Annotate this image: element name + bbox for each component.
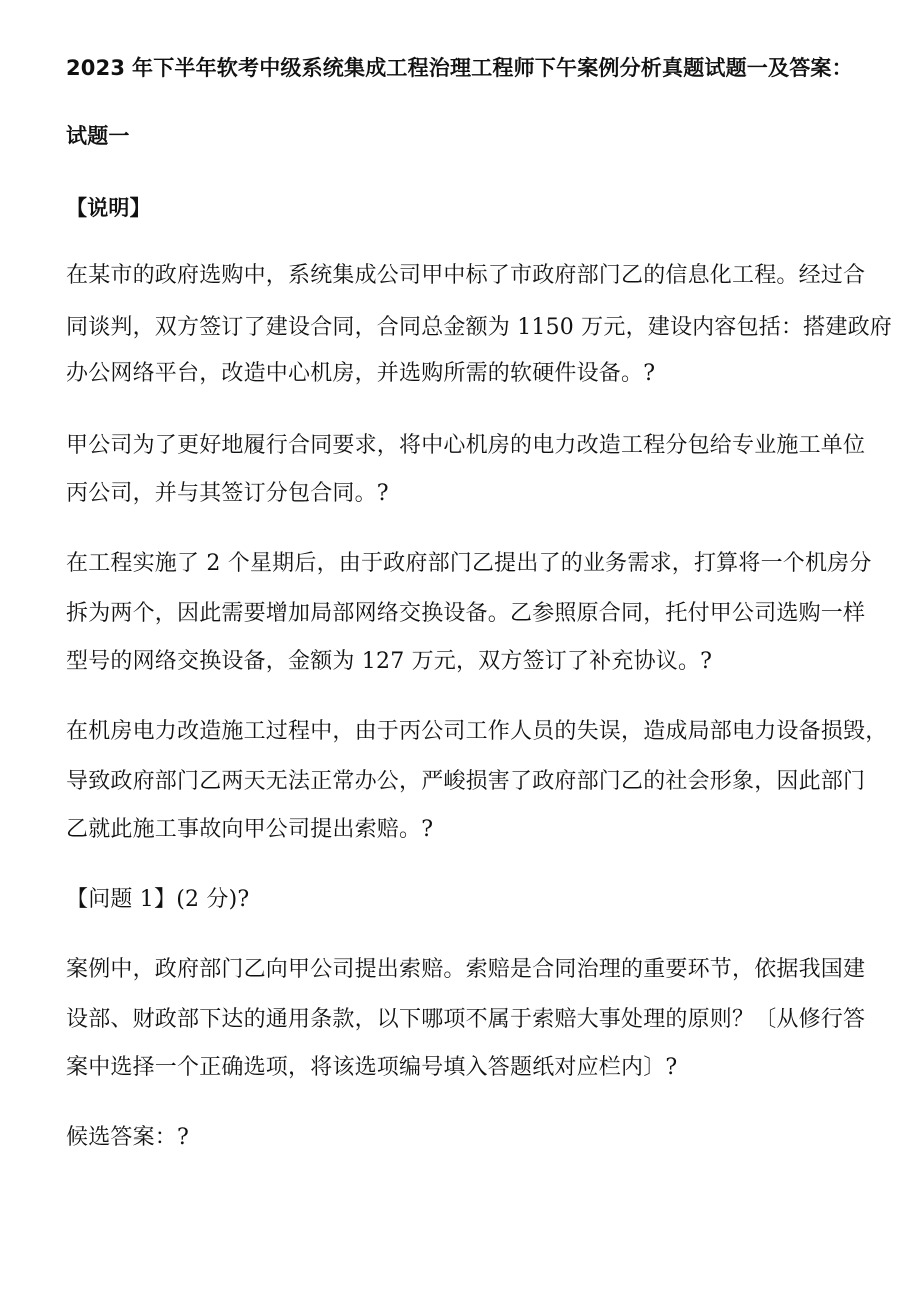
- question-1-line-2: 设部、财政部下达的通用条款，以下哪项不属于索赔大事处理的原则？〔从修行答: [66, 1007, 866, 1032]
- question-1-heading: 【问题 1】(2 分)?: [66, 887, 250, 912]
- paragraph-4-line-3: 乙就此施工事故向甲公司提出索赔。?: [66, 817, 434, 842]
- paragraph-2-line-2: 丙公司，并与其签订分包合同。?: [66, 481, 389, 506]
- candidate-answers-label: 候选答案：?: [66, 1125, 189, 1150]
- paragraph-1-line-3: 办公网络平台，改造中心机房，并选购所需的软硬件设备。?: [66, 361, 656, 386]
- paragraph-4-line-2: 导致政府部门乙两天无法正常办公，严峻损害了政府部门乙的社会形象，因此部门: [66, 769, 866, 794]
- document-title-year: 2023: [66, 56, 126, 80]
- paragraph-1-line-1: 在某市的政府选购中，系统集成公司甲中标了市政府部门乙的信息化工程。经过合: [66, 263, 866, 288]
- paragraph-4-line-1: 在机房电力改造施工过程中，由于丙公司工作人员的失误，造成局部电力设备损毁，: [66, 719, 888, 744]
- question-1-line-3: 案中选择一个正确选项，将该选项编号填入答题纸对应栏内〕?: [66, 1055, 678, 1080]
- question-1-line-1: 案例中，政府部门乙向甲公司提出索赔。索赔是合同治理的重要环节，依据我国建: [66, 957, 866, 982]
- paragraph-3-line-2: 拆为两个，因此需要增加局部网络交换设备。乙参照原合同，托付甲公司选购一样: [66, 601, 866, 626]
- section-heading: 试题一: [66, 124, 130, 148]
- document-title-text: 年下半年软考中级系统集成工程治理工程师下午案例分析真题试题一及答案：: [132, 56, 853, 80]
- description-heading: 【说明】: [66, 196, 151, 220]
- paragraph-1-line-2: 同谈判，双方签订了建设合同，合同总金额为 1150 万元，建设内容包括：搭建政府: [66, 315, 892, 340]
- document-title: [66, 54, 853, 82]
- paragraph-3-line-3: 型号的网络交换设备，金额为 127 万元，双方签订了补充协议。?: [66, 649, 713, 674]
- paragraph-3-line-1: 在工程实施了 2 个星期后，由于政府部门乙提出了的业务需求，打算将一个机房分: [66, 551, 872, 576]
- paragraph-2-line-1: 甲公司为了更好地履行合同要求，将中心机房的电力改造工程分包给专业施工单位: [66, 433, 866, 458]
